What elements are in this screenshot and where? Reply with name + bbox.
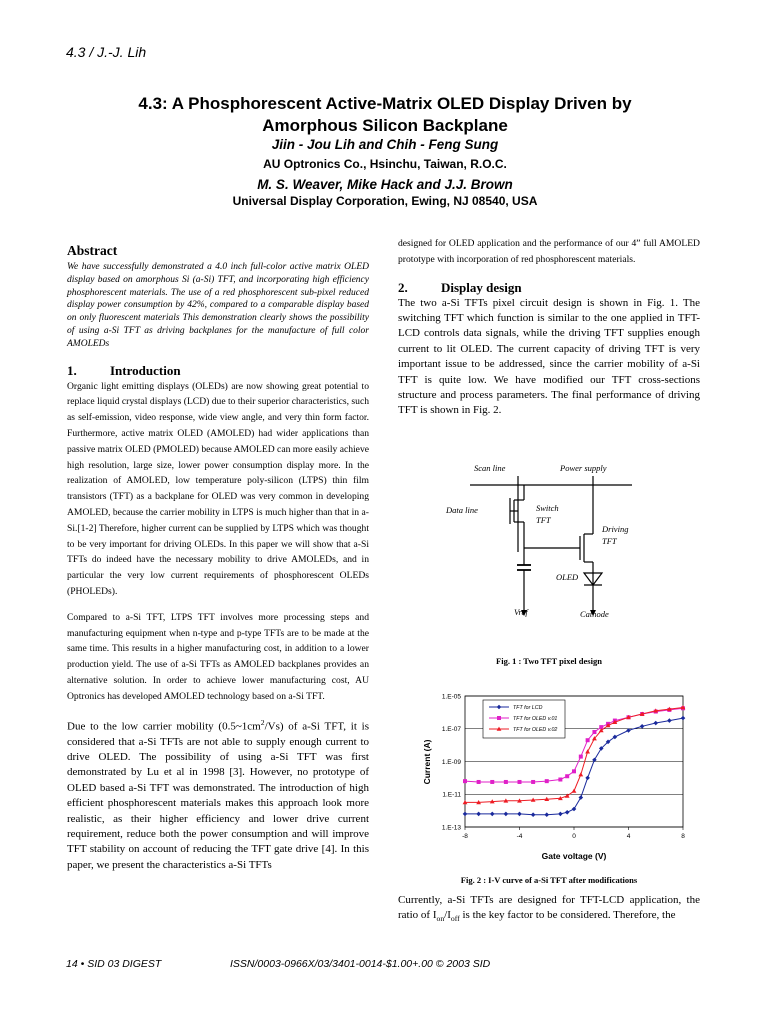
intro-paragraph-1: Organic light emitting displays (OLEDs) are now showing great potential to replace liquid crystal displays (LCD) due to their superior characteristics, such as self-emission, video response, wide view angle, and very thin form factor. Furthermore, active matrix OLED (AMOLED) had wider applications than passive matrix OLED (PMOLED) because AMOLED can more easily achieve high resolution, large size, lower power consumption display more. In the realization of AMOLED, low temperature poly-silicon (LTPS) thin film transistors (TFT) as a backplane for OLED was very common in developing AMOLED, because the carrier mobility in LTPS is much higher than that in a-Si.[1-2] Therefore, higher current can be supplied by LTPS which was thought to be very important for driving OLEDs. In this paper we will show that a-Si TFTs do indeed have the necessary mobility to drive AMOLEDs, and in particular the very low current requirements of phosphorescent OLEDs (PHOLEDs).	[67, 380, 369, 597]
label-oled: OLED	[556, 572, 579, 582]
affiliation-udc: Universal Display Corporation, Ewing, NJ 08540, USA	[232, 194, 538, 208]
after-fig-start: Currently, a-Si TFTs are designed for TFT-LCD application, the ratio of I	[398, 894, 700, 922]
data-point	[579, 755, 583, 759]
footer-page-info: 14 • SID 03 DIGEST	[66, 958, 162, 970]
intro-p3-start: Due to the low carrier mobility (0.5~1cm	[67, 720, 261, 733]
section-1-title: Introduction	[110, 362, 181, 378]
legend-swatch-marker	[497, 716, 501, 720]
data-point	[586, 738, 590, 742]
data-point	[490, 780, 494, 784]
right-column	[398, 236, 700, 419]
authors-aug: Jiin - Jou Lih and Chih - Feng Sung	[271, 137, 499, 152]
y-tick-label: 1.E-09	[441, 758, 461, 766]
after-fig-mid: /I	[444, 909, 451, 922]
data-point	[477, 780, 481, 784]
intro-continuation: designed for OLED application and the performance of our 4” full AMOLED prototype with incorporation of red phosphorescent materials.	[398, 238, 700, 265]
label-scan-line: Scan line	[474, 463, 506, 473]
abstract-text: We have successfully demonstrated a 4.0 inch full-color active matrix OLED display based on amorphous Si (a-Si) TFT, and incorporating high efficiency phosphorescent materials. The use of a red phosphorescent sub-pixel reduced display power consumption by 42%, compared to a comparable display based on only fluorescent materials This demonstration clearly shows the possibility of using a-Si TFT as driving backplanes for the manufacture of full color AMOLEDs	[67, 262, 369, 349]
paragraph-after-figures	[398, 893, 700, 927]
section-1-heading	[67, 363, 369, 379]
x-tick-label: 8	[681, 833, 685, 840]
fig1-caption: Fig. 1 : Two TFT pixel design	[496, 656, 602, 666]
abstract-heading: Abstract	[67, 243, 118, 258]
label-power-supply: Power supply	[560, 463, 607, 473]
after-fig-sub-off: off	[450, 914, 460, 924]
fig2-caption: Fig. 2 : I-V curve of a-Si TFT after modifications	[460, 875, 638, 885]
label-cathode: Cathode	[580, 609, 609, 619]
section-2-text: The two a-Si TFTs pixel circuit design is shown in Fig. 1. The switching TFT which function is similar to the one applied in TFT-LCD controls data signals, while the driving TFT supplies enough current to lit OLED. The current capacity of driving TFT is very important issue to be addressed, since the carrier mobility of a-Si TFT is quite low. We have modified our TFT cross-sections structure and process parameters. The final performance of driving TFT is shown in Fig. 2.	[398, 296, 700, 417]
x-axis-label: Gate voltage (V)	[541, 851, 607, 861]
label-driving-1: Driving	[602, 524, 629, 534]
y-tick-label: 1.E-05	[441, 693, 461, 701]
data-point	[565, 774, 569, 778]
paper-title-line-2: Amorphous Silicon Backplane	[262, 116, 508, 135]
data-point	[531, 780, 535, 784]
y-tick-label: 1.E-11	[442, 791, 461, 799]
data-point	[518, 780, 522, 784]
intro-p3-rest: /Vs) of a-Si TFT, it is considered that a-Si TFTs are not able to supply enough current to drive OLED. The possibility of using a-Si TFT was first demonstrated by Lu et al in 1998 [3]. However, no prototype of OLED based a-Si TFT was demonstrated. The introduction of high efficient phosphorescent materials makes this approach look more realistic, as their higher efficiency and lower drive current requirement, reduce both the power consumption and will improve TFT stability on account of reducing the TFT gate drive [4]. In this paper, we present the characteristics a-Si TFTs	[67, 720, 369, 871]
iv-curve-chart	[411, 688, 695, 868]
affiliation-aug: AU Optronics Co., Hsinchu, Taiwan, R.O.C.	[263, 157, 507, 171]
data-point	[592, 730, 596, 734]
intro-p3-superscript: 2	[260, 717, 265, 727]
section-2-number: 2.	[398, 279, 408, 295]
paper-title	[60, 93, 710, 137]
data-point	[463, 779, 467, 783]
x-tick-label: -4	[516, 833, 523, 840]
legend-label: TFT for OLED v.01	[513, 716, 558, 722]
pixel-circuit-diagram	[440, 460, 650, 626]
chart-legend	[483, 700, 565, 738]
x-tick-label: 4	[626, 833, 631, 840]
intro-paragraph-2: Compared to a-Si TFT, LTPS TFT involves more processing steps and manufacturing equipment when n-type and p-type TFTs are to be made at the same time. This results in a higher manufacturing cost, in addition to a lower production yield. The use of a-Si TFTs as AMOLED backplanes provides an alternative solution. In order to achieve lower manufacturing cost, AU Optronics has developed AMOLED technology based on a-Si TFT.	[67, 611, 369, 702]
label-switch-2: TFT	[536, 515, 551, 525]
data-point	[504, 780, 508, 784]
authors-udc: M. S. Weaver, Mike Hack and J.J. Brown	[257, 177, 513, 192]
y-tick-label: 1.E-13	[441, 824, 461, 832]
running-head: 4.3 / J.-J. Lih	[66, 44, 147, 60]
y-axis-label: Current (A)	[422, 739, 432, 785]
x-tick-label: -8	[462, 833, 468, 840]
label-switch-1: Switch	[536, 503, 559, 513]
legend-label: TFT for OLED v.02	[513, 727, 558, 733]
legend-label: TFT for LCD	[513, 705, 543, 711]
after-fig-end: is the key factor to be considered. Therefore, the	[459, 909, 676, 922]
after-fig-sub-on: on	[436, 914, 445, 924]
paper-title-line-1: 4.3: A Phosphorescent Active-Matrix OLED Display Driven by	[138, 94, 632, 113]
label-driving-2: TFT	[602, 536, 617, 546]
label-vref: Vref	[514, 607, 528, 617]
section-1-number: 1.	[67, 362, 77, 378]
left-column	[67, 243, 369, 873]
section-2-heading	[398, 280, 700, 296]
label-data-line: Data line	[446, 505, 478, 515]
data-point	[572, 769, 576, 773]
data-point	[545, 779, 549, 783]
data-point	[558, 778, 562, 782]
section-2-title: Display design	[441, 279, 522, 295]
y-tick-label: 1.E-07	[441, 726, 461, 734]
x-tick-label: 0	[572, 833, 576, 840]
intro-paragraph-3	[67, 715, 369, 874]
footer-issn: ISSN/0003-0966X/03/3401-0014-$1.00+.00 © 2003 SID	[230, 958, 491, 970]
